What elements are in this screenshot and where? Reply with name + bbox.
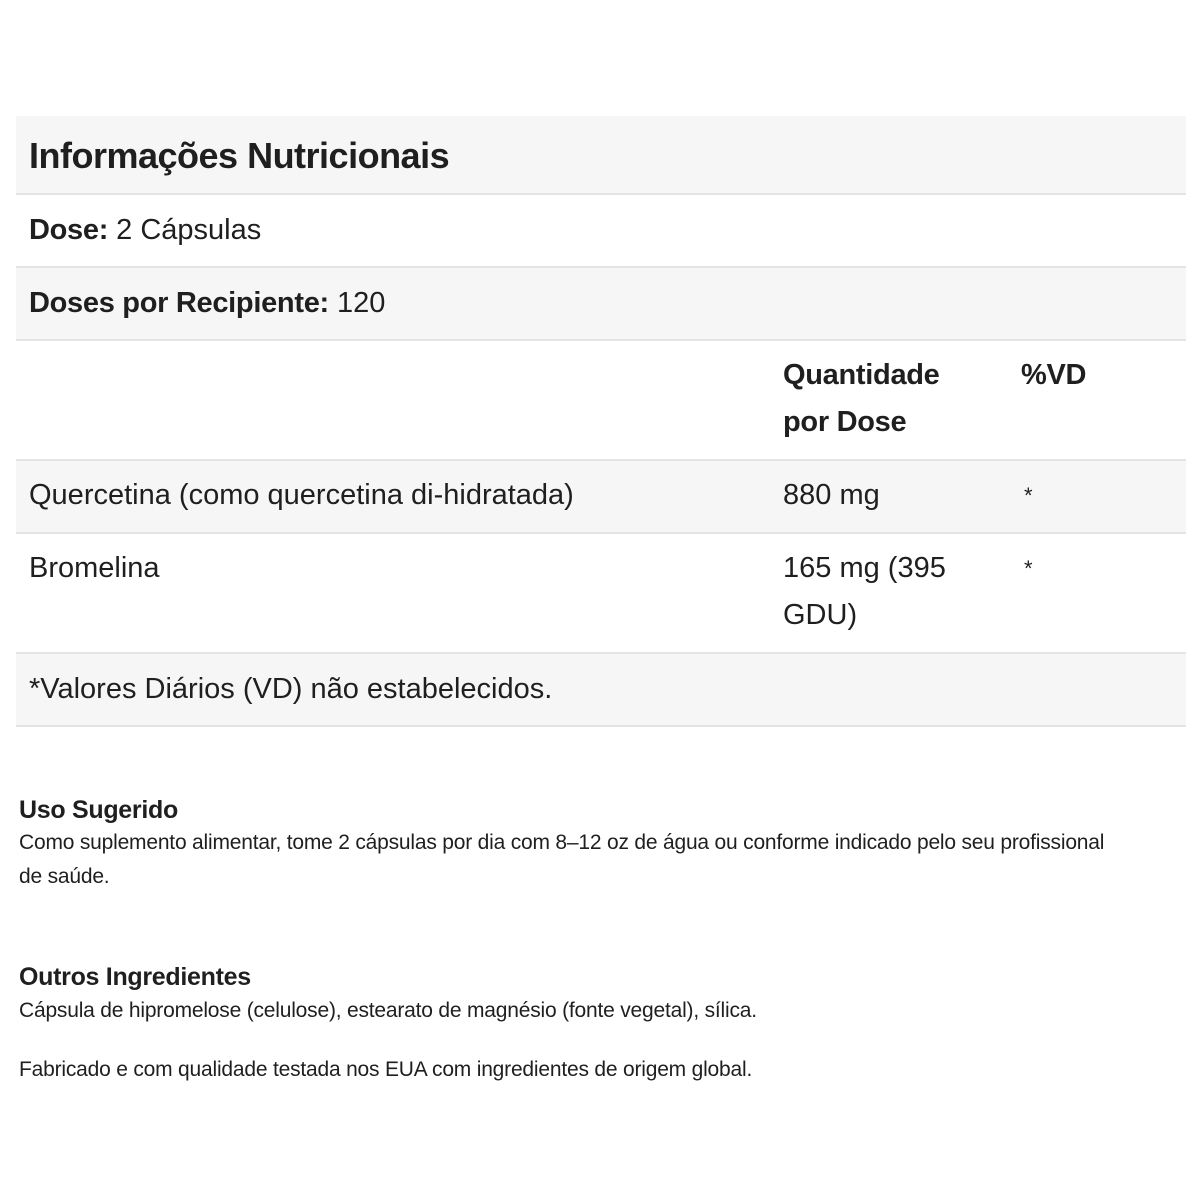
other-ingredients-text: Cápsula de hipromelose (celulose), estearato de magnésio (fonte vegetal), sílica.	[19, 999, 757, 1022]
suggested-use-section	[19, 795, 1184, 894]
daily-value-footnote: *Valores Diários (VD) não estabelecidos.	[29, 673, 553, 705]
nutrient-dv: *	[1024, 556, 1033, 581]
column-header-amount	[783, 352, 1021, 446]
column-header-amount-line1: Quantidade	[783, 359, 940, 391]
nutrient-name: Bromelina	[29, 552, 160, 584]
column-header-row	[16, 341, 1186, 461]
serving-size-value: 2 Cápsulas	[116, 214, 262, 246]
nutrient-amount	[783, 472, 1021, 519]
nutrient-amount-line1: 165 mg (395	[783, 552, 946, 584]
nutrition-facts-table	[16, 116, 1186, 727]
servings-per-container-row	[16, 268, 1186, 341]
manufacturing-note: Fabricado e com qualidade testada nos EUA com ingredientes de origem global.	[19, 1058, 753, 1081]
other-ingredients-section	[19, 962, 1184, 1087]
nutrient-row-quercetin	[16, 461, 1186, 534]
nutrition-facts-title-row	[16, 116, 1186, 195]
nutrient-name: Quercetina (como quercetina di-hidratada)	[29, 479, 574, 511]
nutrient-amount-line2: GDU)	[783, 599, 858, 631]
suggested-use-text-line1: Como suplemento alimentar, tome 2 cápsulas por dia com 8–12 oz de água ou conforme indicado pelo seu profissional	[19, 831, 1105, 854]
footnote-row	[16, 654, 1186, 727]
column-header-amount-line2: por Dose	[783, 406, 907, 438]
suggested-use-heading: Uso Sugerido	[19, 796, 178, 824]
servings-per-container-label: Doses por Recipiente:	[29, 287, 329, 319]
nutrient-dv: *	[1024, 483, 1033, 508]
serving-size-label: Dose:	[29, 214, 109, 246]
nutrient-row-bromelain	[16, 534, 1186, 654]
other-ingredients-heading: Outros Ingredientes	[19, 963, 251, 991]
nutrition-facts-title: Informações Nutricionais	[29, 135, 450, 176]
nutrient-amount	[783, 545, 1021, 639]
column-header-dv: %VD	[1021, 359, 1087, 391]
serving-size-row	[16, 195, 1186, 268]
suggested-use-text-line2: de saúde.	[19, 865, 110, 888]
nutrient-amount-line1: 880 mg	[783, 479, 880, 511]
servings-per-container-value: 120	[336, 287, 386, 319]
